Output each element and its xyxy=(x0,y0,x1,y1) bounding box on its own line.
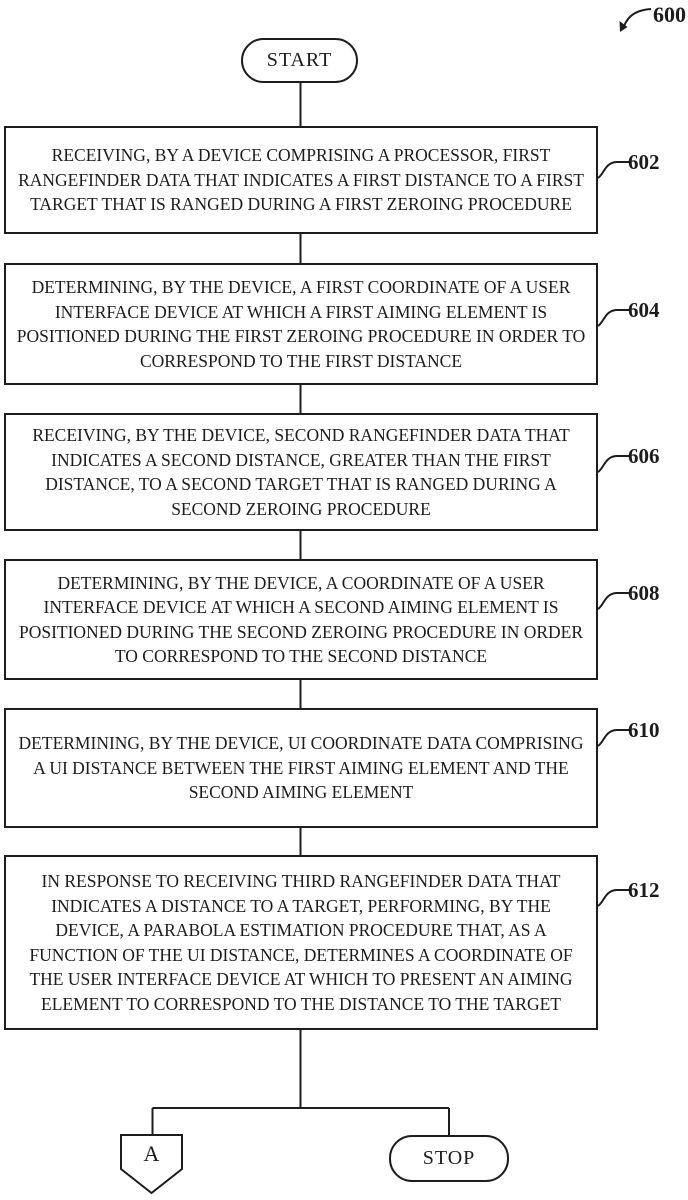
reference-numeral-608: 608 xyxy=(628,581,660,605)
process-box-610 xyxy=(4,708,598,828)
process-box-612 xyxy=(4,855,598,1030)
process-box-608 xyxy=(4,559,598,680)
leader-608 xyxy=(598,593,629,609)
figure-reference-arrow xyxy=(624,9,651,26)
process-box-610-text: DETERMINING, BY THE DEVICE, UI COORDINATE DATA COMPRISING A UI DISTANCE BETWEEN THE FIRST AIMING ELEMENT AND THE SECOND AIMING ELEMENT xyxy=(18,733,584,803)
process-box-606-text: RECEIVING, BY THE DEVICE, SECOND RANGEFINDER DATA THAT INDICATES A SECOND DISTANCE, GREATER THAN THE FIRST DISTANCE, TO A SECOND TARGET THAT IS RANGED DURING A SECOND ZEROING PROCEDURE xyxy=(32,425,570,519)
reference-numeral-610: 610 xyxy=(628,718,660,742)
leader-612 xyxy=(598,890,629,906)
reference-numeral-612: 612 xyxy=(628,878,660,902)
figure-reference-number: 600 xyxy=(653,2,686,27)
leader-610 xyxy=(598,730,629,746)
offpage-connector-label: A xyxy=(143,1141,160,1166)
process-box-604-text: DETERMINING, BY THE DEVICE, A FIRST COORDINATE OF A USER INTERFACE DEVICE AT WHICH A FIRST AIMING ELEMENT IS POSITIONED DURING THE FIRST ZEROING PROCEDURE IN ORDER TO CORRESPOND TO THE FIRST DISTANCE xyxy=(16,277,586,371)
process-box-602-text: RECEIVING, BY A DEVICE COMPRISING A PROCESSOR, FIRST RANGEFINDER DATA THAT INDICATES A FIRST DISTANCE TO A FIRST TARGET THAT IS RANGED DURING A FIRST ZEROING PROCEDURE xyxy=(18,145,584,215)
process-box-608-text: DETERMINING, BY THE DEVICE, A COORDINATE OF A USER INTERFACE DEVICE AT WHICH A SECOND AIMING ELEMENT IS POSITIONED DURING THE SECOND ZEROING PROCEDURE IN ORDER TO CORRESPOND TO THE SECOND DISTANCE xyxy=(18,572,584,666)
start-terminal-label: START xyxy=(266,49,333,71)
reference-numeral-604: 604 xyxy=(628,298,660,322)
process-box-612-text: IN RESPONSE TO RECEIVING THIRD RANGEFINDER DATA THAT INDICATES A DISTANCE TO A TARGET, PERFORMING, BY THE DEVICE, A PARABOLA ESTIMATION PROCEDURE THAT, AS A FUNCTION OF THE UI DISTANCE, DETERMINES A COORDINATE OF THE USER INTERFACE DEVICE AT WHICH TO PRESENT AN AIMING ELEMENT TO CORRESPOND TO THE DISTANCE TO THE TARGET xyxy=(29,871,573,1014)
start-terminal xyxy=(241,38,358,83)
process-box-602 xyxy=(4,126,598,234)
stop-terminal-label: STOP xyxy=(422,1147,476,1169)
leader-602 xyxy=(598,162,629,178)
leader-604 xyxy=(598,310,629,326)
process-box-604 xyxy=(4,263,598,385)
leader-606 xyxy=(598,456,629,472)
reference-numeral-606: 606 xyxy=(628,444,660,468)
stop-terminal xyxy=(389,1135,509,1182)
reference-numeral-602: 602 xyxy=(628,150,660,174)
process-box-606 xyxy=(4,413,598,531)
